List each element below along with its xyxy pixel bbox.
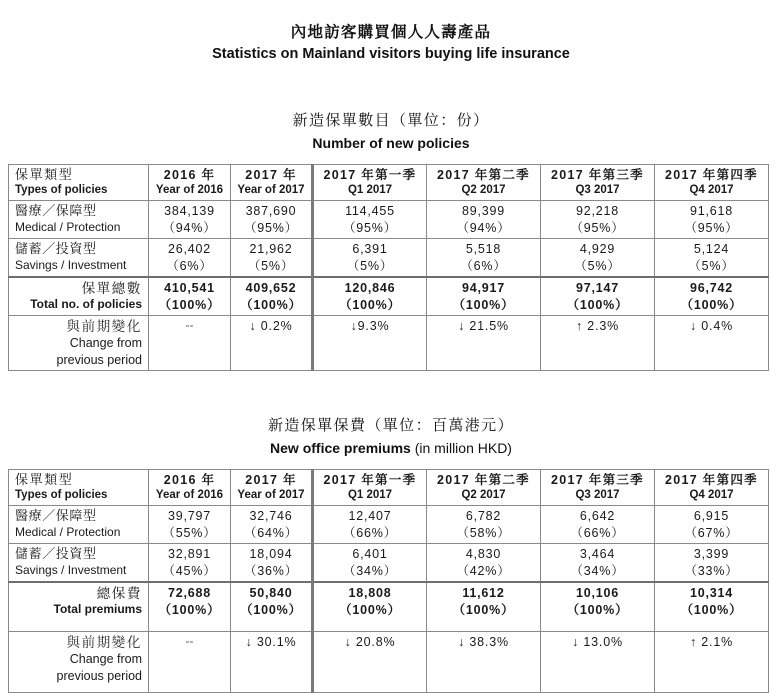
row-label-medical xyxy=(9,201,149,239)
cell-change-year2017 xyxy=(231,632,313,693)
table-row-change xyxy=(9,632,769,693)
section-heading-premiums xyxy=(0,415,782,459)
cell-value: 5,124 xyxy=(693,242,730,257)
cell-percent: （95%） xyxy=(570,220,625,235)
row-label-medical-en: Medical / Protection xyxy=(15,219,121,234)
cell-percent: （94%） xyxy=(162,220,217,235)
cell-value: ↑ 2.3% xyxy=(575,319,619,334)
col-header-q1-2017 xyxy=(313,469,427,505)
col-header-year-2016-zh: 2016 年 xyxy=(163,167,216,182)
cell-percent: （5%） xyxy=(346,258,394,273)
cell-total-year2016 xyxy=(149,277,231,316)
row-label-change-en-line1: Change from xyxy=(69,336,142,351)
cell-change-q4 xyxy=(655,316,769,371)
cell-value: 114,455 xyxy=(345,204,395,219)
col-header-year-2017 xyxy=(231,164,313,200)
cell-total-q2 xyxy=(427,277,541,316)
col-header-q4-2017-en: Q4 2017 xyxy=(689,183,734,196)
col-header-q2-2017-en: Q2 2017 xyxy=(461,488,506,501)
col-header-q4-2017 xyxy=(655,164,769,200)
cell-percent: （95%） xyxy=(243,220,299,235)
cell-value: 26,402 xyxy=(167,242,212,257)
cell-savings-q4 xyxy=(655,239,769,278)
section-heading-policies-zh: 新造保單數目（單位：份） xyxy=(292,112,490,130)
cell-total-year2016 xyxy=(149,582,231,632)
cell-total-q3 xyxy=(541,277,655,316)
cell-percent: （100%） xyxy=(158,297,221,312)
cell-value: 94,917 xyxy=(461,281,506,296)
cell-change-year2017 xyxy=(231,316,313,371)
table-new-office-premiums xyxy=(8,469,769,693)
row-label-medical-zh: 醫療／保障型 xyxy=(15,508,97,524)
cell-medical-year2017 xyxy=(231,201,313,239)
cell-value: 92,218 xyxy=(575,204,620,219)
cell-percent: （100%） xyxy=(158,602,221,617)
cell-change-q2 xyxy=(427,316,541,371)
row-label-total-premiums-zh: 總保費 xyxy=(96,586,142,602)
cell-percent: （100%） xyxy=(452,602,515,617)
cell-percent: （100%） xyxy=(240,297,302,312)
cell-value: 3,464 xyxy=(579,547,616,562)
cell-medical-q3 xyxy=(541,201,655,239)
cell-value: 4,929 xyxy=(579,242,616,257)
row-label-total-premiums-en: Total premiums xyxy=(53,602,142,617)
col-header-year-2017-en: Year of 2017 xyxy=(237,183,305,196)
cell-change-q3 xyxy=(541,316,655,371)
table-row xyxy=(9,239,769,278)
cell-savings-q1 xyxy=(313,544,427,583)
cell-percent: （36%） xyxy=(243,563,299,578)
cell-percent: （64%） xyxy=(243,525,299,540)
col-header-q1-2017-zh: 2017 年第一季 xyxy=(323,167,417,182)
row-label-savings xyxy=(9,544,149,583)
col-header-q2-2017-zh: 2017 年第二季 xyxy=(437,472,530,487)
cell-total-q2 xyxy=(427,582,541,632)
cell-percent: （100%） xyxy=(339,297,401,312)
col-header-year-2016 xyxy=(149,469,231,505)
col-header-year-2017-zh: 2017 年 xyxy=(245,472,297,487)
cell-value: ↓ 0.4% xyxy=(689,319,733,334)
cell-change-year2016: -- xyxy=(149,316,231,371)
cell-medical-year2016 xyxy=(149,201,231,239)
section-heading-premiums-en-suffix: (in million HKD) xyxy=(414,439,512,456)
table-new-policies-body xyxy=(9,201,769,371)
table-premiums-header xyxy=(9,469,769,505)
col-header-q1-2017-zh: 2017 年第一季 xyxy=(323,472,417,487)
cell-value: 5,518 xyxy=(465,242,502,257)
col-header-q2-2017-zh: 2017 年第二季 xyxy=(437,167,530,182)
cell-percent: （33%） xyxy=(684,563,739,578)
table-row-change xyxy=(9,316,769,371)
cell-savings-year2016 xyxy=(149,544,231,583)
row-label-change-en-line2: previous period xyxy=(56,668,142,683)
cell-percent: （100%） xyxy=(566,602,629,617)
col-header-year-2016-zh: 2016 年 xyxy=(163,472,216,487)
cell-medical-q4 xyxy=(655,201,769,239)
cell-savings-year2016 xyxy=(149,239,231,278)
cell-change-q2 xyxy=(427,632,541,693)
col-header-q3-2017 xyxy=(541,164,655,200)
col-header-q3-2017-zh: 2017 年第三季 xyxy=(551,167,644,182)
cell-percent: （5%） xyxy=(247,258,295,273)
document-title xyxy=(0,0,782,66)
cell-savings-year2017 xyxy=(231,239,313,278)
cell-percent: （5%） xyxy=(688,258,735,273)
cell-value: 410,541 xyxy=(164,281,215,296)
cell-value: 91,618 xyxy=(689,204,734,219)
cell-percent: （58%） xyxy=(456,525,511,540)
cell-percent: （66%） xyxy=(570,525,625,540)
cell-value: 6,401 xyxy=(352,547,388,562)
cell-total-q4 xyxy=(655,277,769,316)
section-heading-premiums-en-main: New office premiums xyxy=(270,439,411,456)
col-header-q4-2017-zh: 2017 年第四季 xyxy=(665,167,758,182)
cell-value: 6,391 xyxy=(352,242,388,257)
cell-total-q1 xyxy=(313,277,427,316)
cell-percent: （94%） xyxy=(456,220,511,235)
col-header-types-zh: 保單類型 xyxy=(15,471,74,487)
cell-value: ↓9.3% xyxy=(350,319,390,334)
cell-percent: （100%） xyxy=(680,297,743,312)
row-label-change-zh: 與前期變化 xyxy=(66,635,142,651)
col-header-types-en: Types of policies xyxy=(15,184,108,197)
cell-medical-year2016 xyxy=(149,506,231,544)
cell-percent: （100%） xyxy=(240,602,302,617)
col-header-q1-2017 xyxy=(313,164,427,200)
table-header-row xyxy=(9,164,769,200)
cell-value: 6,642 xyxy=(579,509,616,524)
cell-value: ↓ 0.2% xyxy=(249,319,293,334)
cell-medical-q2 xyxy=(427,201,541,239)
cell-percent: （100%） xyxy=(339,602,401,617)
table-premiums-body xyxy=(9,506,769,693)
cell-value: 18,808 xyxy=(348,586,392,601)
cell-percent: （34%） xyxy=(570,563,625,578)
section-heading-policies-en: Number of new policies xyxy=(312,134,470,151)
cell-value: 96,742 xyxy=(689,281,734,296)
cell-savings-q4 xyxy=(655,544,769,583)
row-label-change xyxy=(9,316,149,371)
col-header-q3-2017-zh: 2017 年第三季 xyxy=(551,472,644,487)
cell-percent: （95%） xyxy=(342,220,398,235)
section-heading-policies xyxy=(0,110,782,154)
col-header-q1-2017-en: Q1 2017 xyxy=(347,183,393,196)
cell-savings-q3 xyxy=(541,544,655,583)
row-label-medical-zh: 醫療／保障型 xyxy=(15,203,97,219)
row-label-savings-zh: 儲蓄／投資型 xyxy=(15,241,97,257)
col-header-types xyxy=(9,469,149,505)
table-premiums-wrapper xyxy=(8,469,774,693)
row-label-savings-en: Savings / Investment xyxy=(15,562,127,577)
table-row-total xyxy=(9,277,769,316)
cell-value: 384,139 xyxy=(164,204,215,219)
col-header-year-2016-en: Year of 2016 xyxy=(155,183,224,196)
table-new-policies-wrapper xyxy=(8,164,774,372)
col-header-q3-2017-en: Q3 2017 xyxy=(575,183,620,196)
cell-change-q1 xyxy=(313,632,427,693)
row-label-medical xyxy=(9,506,149,544)
col-header-q2-2017 xyxy=(427,164,541,200)
row-label-change-en-line1: Change from xyxy=(69,652,142,667)
col-header-types-zh: 保單類型 xyxy=(15,166,74,182)
cell-savings-year2017 xyxy=(231,544,313,583)
cell-medical-q4 xyxy=(655,506,769,544)
cell-value: 97,147 xyxy=(575,281,620,296)
cell-value: ↓ 13.0% xyxy=(572,635,623,650)
cell-value: ↓ 20.8% xyxy=(344,635,396,650)
document-title-en: Statistics on Mainland visitors buying life insurance xyxy=(212,46,570,63)
cell-medical-q2 xyxy=(427,506,541,544)
cell-value: ↓ 21.5% xyxy=(458,319,509,334)
cell-percent: （95%） xyxy=(684,220,739,235)
cell-value: 18,094 xyxy=(249,547,293,562)
table-row-total xyxy=(9,582,769,632)
cell-change-q1 xyxy=(313,316,427,371)
table-row xyxy=(9,544,769,583)
col-header-q2-2017-en: Q2 2017 xyxy=(461,183,506,196)
cell-percent: （100%） xyxy=(452,297,515,312)
cell-percent: （5%） xyxy=(574,258,621,273)
cell-savings-q3 xyxy=(541,239,655,278)
section-heading-premiums-zh: 新造保單保費（單位：百萬港元） xyxy=(267,417,514,435)
cell-change-q4 xyxy=(655,632,769,693)
cell-total-year2017 xyxy=(231,582,313,632)
table-new-policies-header xyxy=(9,164,769,200)
cell-medical-year2017 xyxy=(231,506,313,544)
table-header-row xyxy=(9,469,769,505)
cell-percent: （45%） xyxy=(162,563,217,578)
cell-value: 6,782 xyxy=(465,509,502,524)
cell-value: ↓ 30.1% xyxy=(245,635,297,650)
cell-percent: （42%） xyxy=(456,563,511,578)
table-new-policies xyxy=(8,164,769,372)
table-row xyxy=(9,506,769,544)
cell-medical-q1 xyxy=(313,201,427,239)
cell-change-year2016: -- xyxy=(149,632,231,693)
cell-value: 32,891 xyxy=(167,547,212,562)
col-header-q4-2017-en: Q4 2017 xyxy=(689,488,734,501)
cell-value: 387,690 xyxy=(245,204,297,219)
col-header-q3-2017 xyxy=(541,469,655,505)
cell-percent: （67%） xyxy=(684,525,739,540)
cell-value: 3,399 xyxy=(693,547,730,562)
cell-percent: （66%） xyxy=(342,525,398,540)
cell-percent: （55%） xyxy=(162,525,217,540)
cell-value: ↓ 38.3% xyxy=(458,635,509,650)
col-header-q4-2017 xyxy=(655,469,769,505)
cell-value: 21,962 xyxy=(249,242,293,257)
row-label-total-policies-en: Total no. of policies xyxy=(30,297,142,312)
cell-total-q4 xyxy=(655,582,769,632)
cell-value: 12,407 xyxy=(348,509,392,524)
col-header-q4-2017-zh: 2017 年第四季 xyxy=(665,472,758,487)
cell-medical-q1 xyxy=(313,506,427,544)
cell-value: 89,399 xyxy=(461,204,506,219)
cell-value: 120,846 xyxy=(344,281,396,296)
section-heading-premiums-en xyxy=(0,438,782,459)
cell-savings-q2 xyxy=(427,239,541,278)
cell-value: 10,106 xyxy=(575,586,620,601)
col-header-year-2017 xyxy=(231,469,313,505)
cell-savings-q1 xyxy=(313,239,427,278)
cell-total-q1 xyxy=(313,582,427,632)
row-label-total-premiums xyxy=(9,582,149,632)
cell-value: 6,915 xyxy=(693,509,730,524)
cell-value: 50,840 xyxy=(249,586,293,601)
row-label-total-policies xyxy=(9,277,149,316)
cell-value: ↑ 2.1% xyxy=(689,635,733,650)
row-label-change-zh: 與前期變化 xyxy=(66,319,142,335)
cell-value: 32,746 xyxy=(249,509,293,524)
col-header-q1-2017-en: Q1 2017 xyxy=(347,488,393,501)
col-header-q2-2017 xyxy=(427,469,541,505)
col-header-year-2017-zh: 2017 年 xyxy=(245,167,297,182)
col-header-year-2017-en: Year of 2017 xyxy=(237,488,305,501)
cell-value: 72,688 xyxy=(167,586,212,601)
row-label-change xyxy=(9,632,149,693)
row-label-medical-en: Medical / Protection xyxy=(15,524,121,539)
col-header-q3-2017-en: Q3 2017 xyxy=(575,488,620,501)
cell-value: 39,797 xyxy=(167,509,212,524)
col-header-types-en: Types of policies xyxy=(15,489,108,502)
cell-percent: （34%） xyxy=(342,563,398,578)
cell-total-q3 xyxy=(541,582,655,632)
row-label-savings xyxy=(9,239,149,278)
col-header-year-2016 xyxy=(149,164,231,200)
row-label-savings-zh: 儲蓄／投資型 xyxy=(15,546,97,562)
document-title-zh: 內地訪客購買個人人壽產品 xyxy=(290,24,492,41)
cell-value: 4,830 xyxy=(465,547,502,562)
cell-percent: （6%） xyxy=(166,258,213,273)
cell-change-q3 xyxy=(541,632,655,693)
cell-value: 10,314 xyxy=(689,586,734,601)
cell-savings-q2 xyxy=(427,544,541,583)
col-header-year-2016-en: Year of 2016 xyxy=(155,488,224,501)
cell-value: 409,652 xyxy=(245,281,297,296)
cell-value: 11,612 xyxy=(462,586,505,601)
cell-percent: （100%） xyxy=(566,297,629,312)
col-header-types xyxy=(9,164,149,200)
cell-medical-q3 xyxy=(541,506,655,544)
row-label-total-policies-zh: 保單總數 xyxy=(81,281,142,297)
cell-percent: （6%） xyxy=(460,258,507,273)
cell-percent: （100%） xyxy=(680,602,743,617)
row-label-change-en-line2: previous period xyxy=(56,352,142,367)
row-label-savings-en: Savings / Investment xyxy=(15,257,127,272)
cell-total-year2017 xyxy=(231,277,313,316)
table-row xyxy=(9,201,769,239)
